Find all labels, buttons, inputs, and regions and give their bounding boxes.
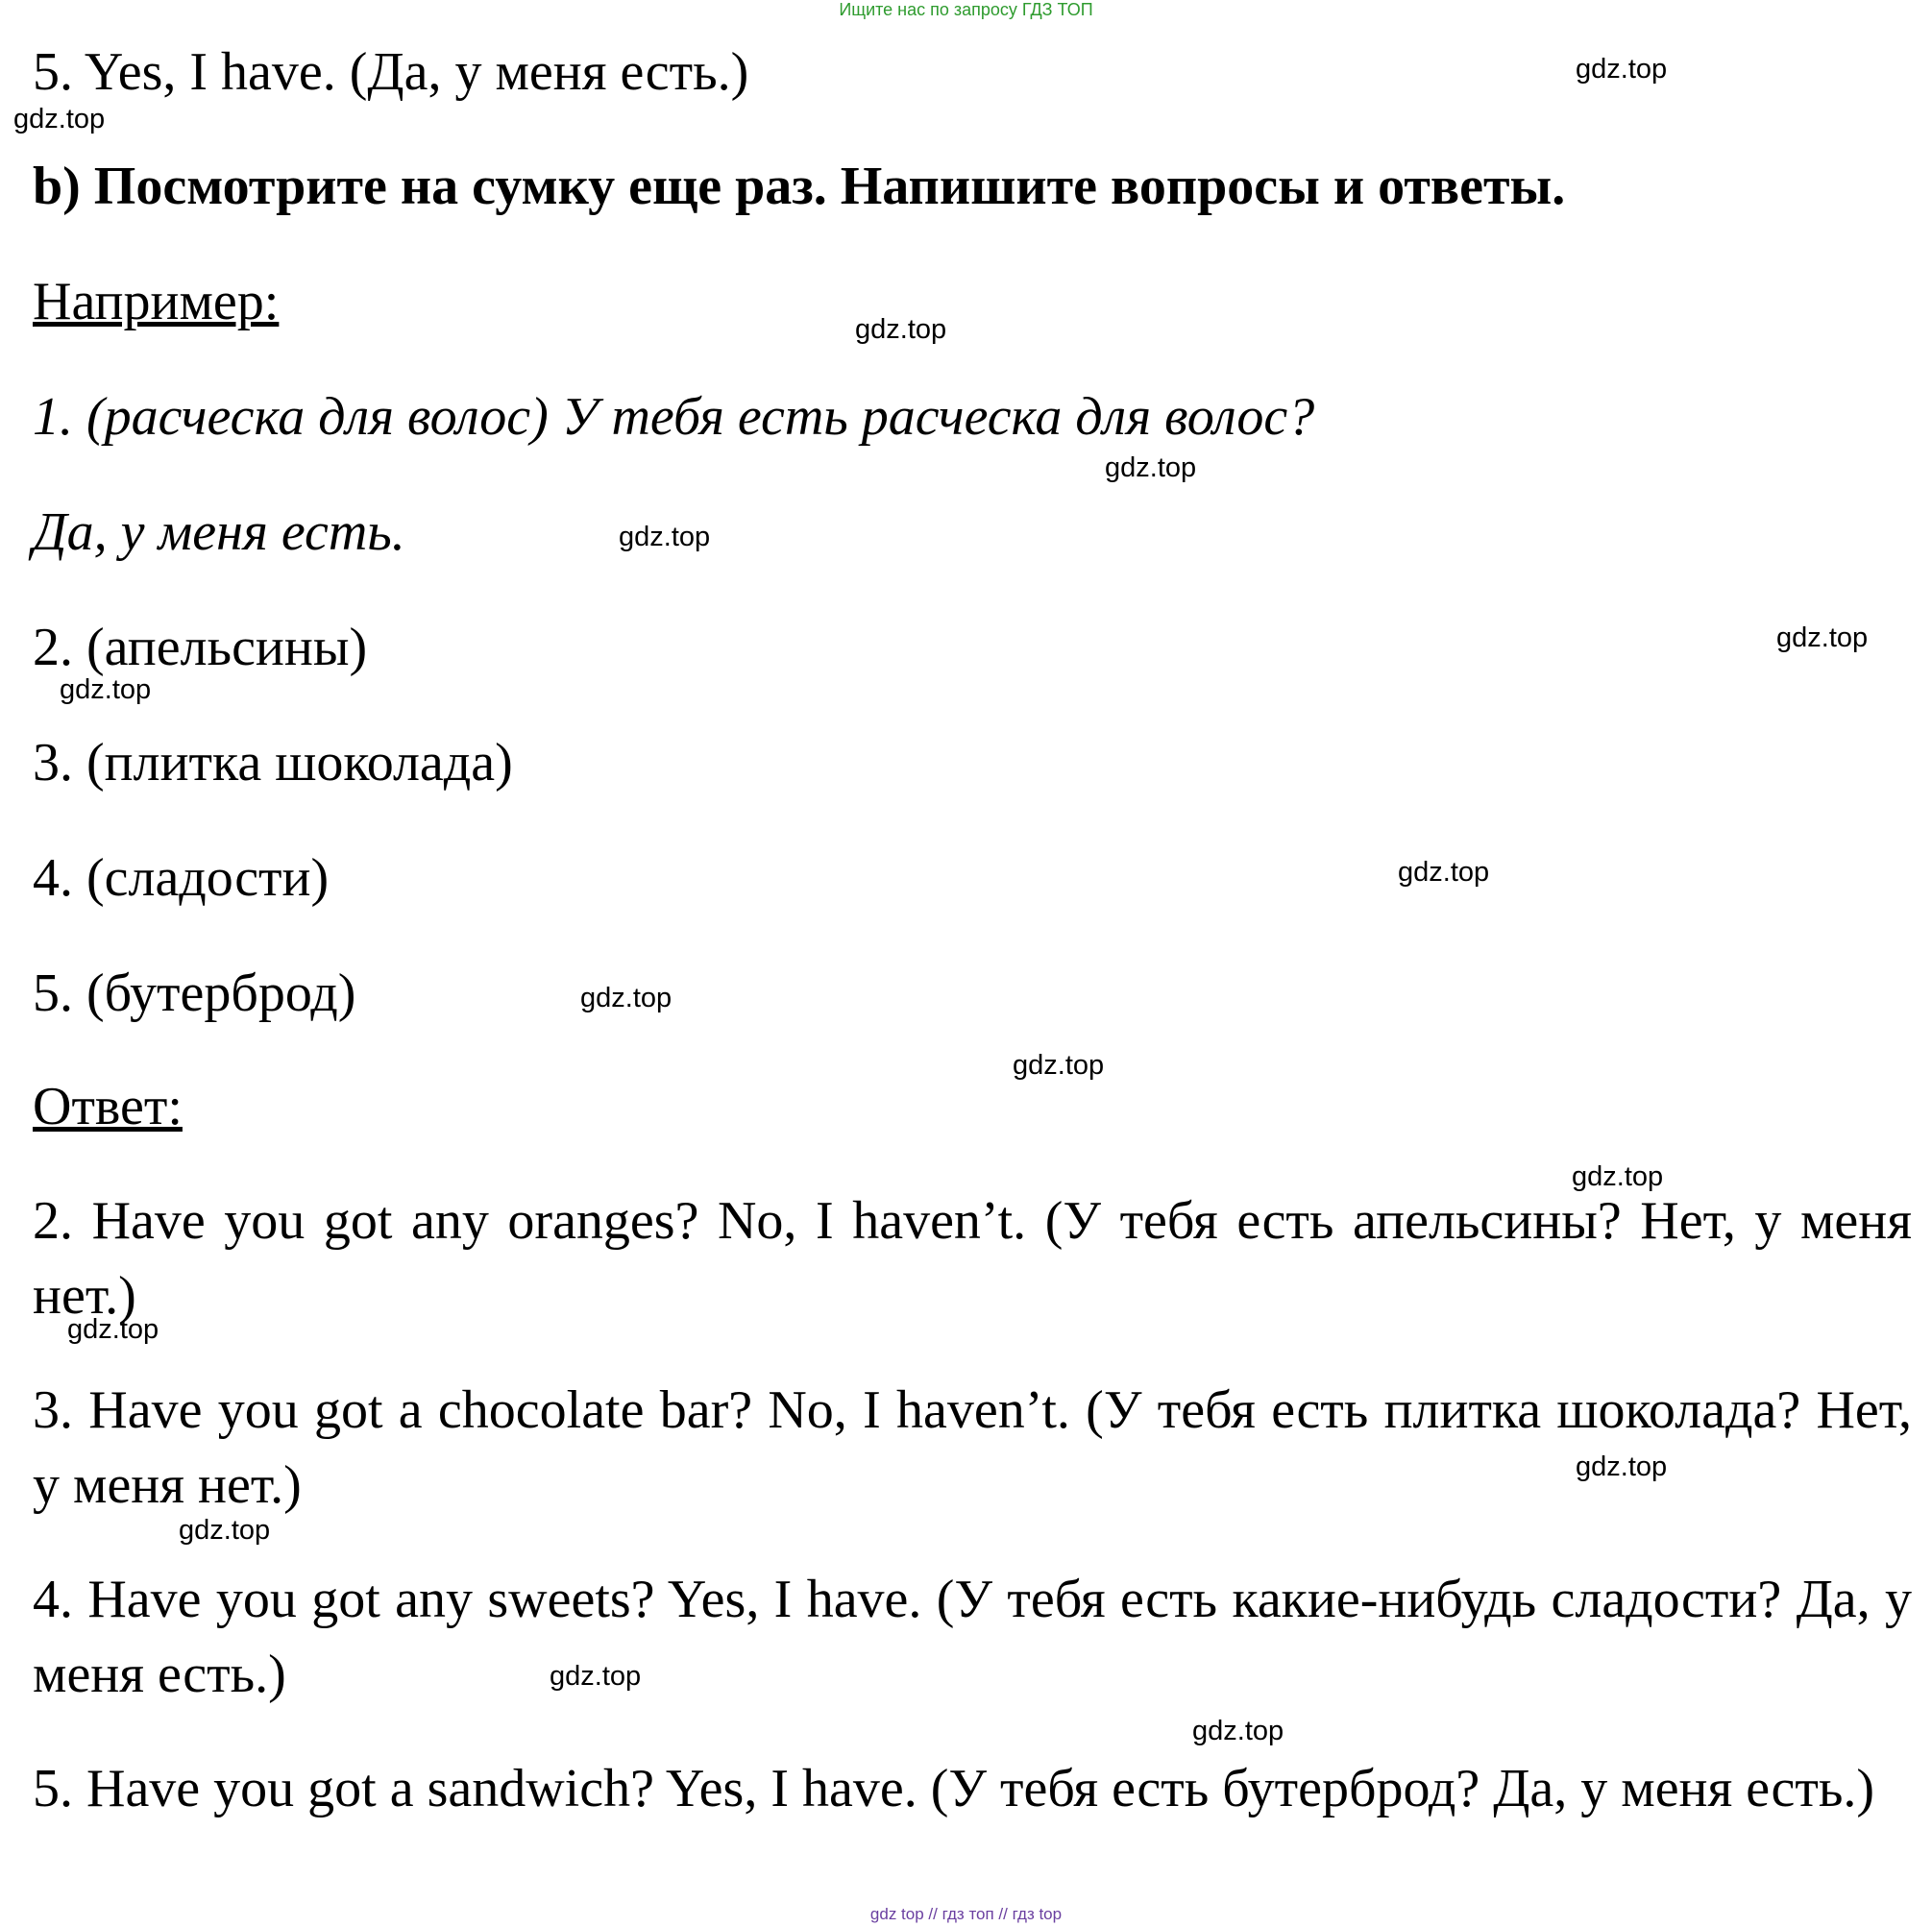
watermark: gdz.top: [1576, 54, 1668, 85]
watermark: gdz.top: [550, 1661, 642, 1692]
watermark: gdz.top: [1105, 452, 1197, 483]
watermark: gdz.top: [855, 314, 947, 345]
task-item: 3. (плитка шоколада): [33, 733, 513, 793]
top-banner: Ищите нас по запросу ГДЗ ТОП: [839, 0, 1093, 19]
task-heading: b) Посмотрите на сумку еще раз. Напишите вопросы и ответы.: [33, 157, 1566, 216]
watermark: gdz.top: [13, 104, 106, 134]
footer: gdz top // гдз топ // гдз top: [869, 1905, 1063, 1923]
watermark: gdz.top: [580, 983, 673, 1013]
task-item: 4. (сладости): [33, 848, 330, 908]
watermark: gdz.top: [1576, 1451, 1668, 1482]
watermark: gdz.top: [67, 1314, 159, 1345]
example-label: Например:: [33, 272, 280, 331]
example-answer: Да, у меня есть.: [33, 502, 405, 562]
answer-paragraph: 2. Have you got any oranges? No, I haven’t. (У тебя есть апельсины? Нет, у меня нет.): [33, 1191, 1912, 1326]
watermark: gdz.top: [1192, 1716, 1284, 1746]
task-item: 5. (бутерброд): [33, 964, 356, 1023]
watermark: gdz.top: [1013, 1050, 1105, 1081]
watermark: gdz.top: [1572, 1161, 1664, 1192]
example-question: 1. (расческа для волос) У тебя есть расческа для волос?: [33, 387, 1315, 447]
answer-label: Ответ:: [33, 1077, 183, 1136]
answer-paragraph: 3. Have you got a chocolate bar? No, I haven’t. (У тебя есть плитка шоколада? Нет, у меня нет.): [33, 1380, 1912, 1515]
watermark: gdz.top: [60, 674, 152, 705]
watermark: gdz.top: [1398, 857, 1490, 888]
answer-paragraph: 4. Have you got any sweets? Yes, I have. (У тебя есть какие-нибудь сладости? Да, у меня есть.): [33, 1570, 1912, 1704]
task-item: 2. (апельсины): [33, 618, 368, 677]
answer-paragraph: 5. Have you got a sandwich? Yes, I have. (У тебя есть бутерброд? Да, у меня есть.): [33, 1759, 1875, 1818]
watermark: gdz.top: [1776, 622, 1869, 653]
watermark: gdz.top: [619, 522, 711, 552]
previous-answer: 5. Yes, I have. (Да, у меня есть.): [33, 42, 749, 102]
watermark: gdz.top: [179, 1515, 271, 1546]
